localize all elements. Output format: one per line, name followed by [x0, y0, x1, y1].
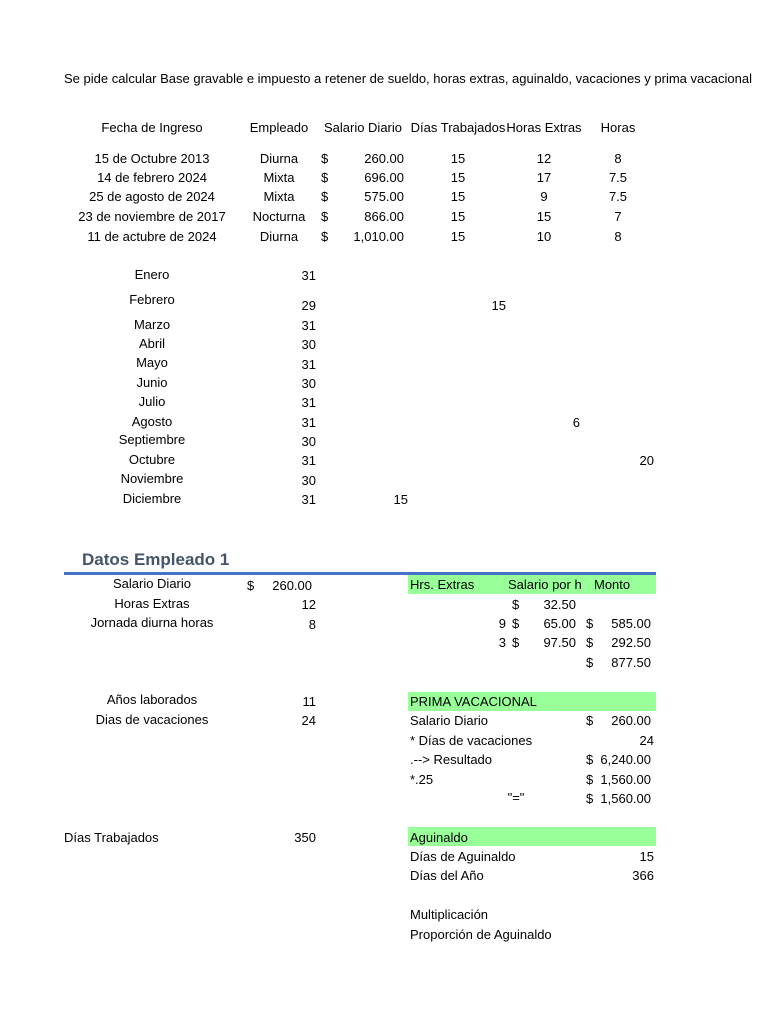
prima-value: 1,560.00 [600, 791, 651, 806]
aguinaldo-value: 366 [632, 868, 654, 883]
cell-currency: $ [321, 229, 329, 244]
cell-fecha: 14 de febrero 2024 [97, 170, 207, 185]
cell-fecha: 11 de actubre de 2024 [87, 229, 217, 244]
prima-title: PRIMA VACACIONAL [410, 694, 537, 709]
hrs-row-currency: $ [586, 635, 594, 650]
cell-extras: 15 [536, 209, 552, 224]
cell-empleado: Mixta [263, 189, 295, 204]
section-title-empleado: Datos Empleado 1 [82, 550, 230, 569]
prima-value: 24 [639, 733, 654, 748]
prima-label: .--> Resultado [410, 752, 493, 767]
prima-value: 1,560.00 [600, 772, 651, 787]
header-fecha: Fecha de Ingreso [101, 120, 203, 135]
cell-salario: 260.00 [364, 151, 404, 166]
month-name: Octubre [128, 452, 176, 467]
cell-empleado: Diurna [259, 151, 299, 166]
prima-value: 6,240.00 [600, 752, 651, 767]
cell-empleado: Diurna [259, 229, 299, 244]
month-name: Diciembre [122, 491, 182, 506]
emp-salario-value: 260.00 [272, 578, 312, 593]
hrs-extras-header: Hrs. Extras [410, 577, 475, 592]
cell-salario: 866.00 [364, 209, 404, 224]
cell-horas: 8 [614, 151, 622, 166]
header-dias: Días Trabajados [410, 120, 506, 135]
cell-fecha: 25 de agosto de 2024 [89, 189, 215, 204]
emp-salario-label: Salario Diario [112, 576, 192, 591]
aguinaldo-label: Proporción de Aguinaldo [410, 927, 552, 942]
cell-horas: 7.5 [608, 170, 628, 185]
month-name: Junio [136, 375, 168, 390]
prima-currency: $ [586, 713, 594, 728]
hrs-row-currency: $ [512, 635, 520, 650]
hrs-row-amount: 292.50 [611, 635, 651, 650]
aguinaldo-label: Días del Año [410, 868, 484, 883]
prima-currency: $ [586, 772, 594, 787]
month-name: Febrero [129, 292, 175, 307]
cell-horas: 7 [614, 209, 622, 224]
month-days: 30 [301, 473, 316, 488]
hrs-rate-currency: $ [512, 597, 520, 612]
month-days: 31 [301, 453, 316, 468]
hrs-row-amount: 585.00 [611, 616, 651, 631]
month-name: Noviembre [120, 471, 184, 486]
hrs-row-rate: 65.00 [543, 616, 576, 631]
instruction-text: Se pide calcular Base gravable e impuesto a retener de sueldo, horas extras, aguinaldo, vacaciones y prima vacacional [64, 71, 752, 86]
hrs-total-value: 877.50 [611, 655, 651, 670]
emp-anios-value: 11 [302, 694, 316, 709]
month-extra-octubre: 20 [639, 453, 654, 468]
cell-fecha: 15 de Octubre 2013 [94, 151, 210, 166]
month-days: 30 [301, 434, 316, 449]
cell-salario: 1,010.00 [353, 229, 404, 244]
cell-dias: 15 [450, 229, 466, 244]
cell-fecha: 23 de noviembre de 2017 [78, 209, 226, 224]
month-name: Abril [138, 336, 165, 351]
header-salario: Salario Diario [323, 120, 403, 135]
header-horas-extras: Horas Extras [506, 120, 582, 135]
cell-dias: 15 [450, 170, 466, 185]
month-days: 31 [301, 357, 316, 372]
cell-dias: 15 [450, 189, 466, 204]
cell-salario: 696.00 [364, 170, 404, 185]
emp-anios-label: Años laborados [106, 692, 198, 707]
emp-dias-trabajados-value: 350 [294, 830, 316, 845]
aguinaldo-label: Días de Aguinaldo [410, 849, 516, 864]
month-days: 31 [301, 415, 316, 430]
hrs-total-currency: $ [586, 655, 594, 670]
month-days: 31 [301, 268, 316, 283]
cell-currency: $ [321, 151, 329, 166]
cell-dias: 15 [450, 209, 466, 224]
month-name: Septiembre [118, 432, 186, 447]
cell-currency: $ [321, 209, 329, 224]
month-days: 31 [301, 492, 316, 507]
cell-horas: 7.5 [608, 189, 628, 204]
cell-extras: 12 [536, 151, 552, 166]
prima-label: * Días de vacaciones [410, 733, 533, 748]
cell-currency: $ [321, 170, 329, 185]
emp-vacaciones-label: Dias de vacaciones [95, 712, 209, 727]
cell-extras: 9 [540, 189, 548, 204]
hrs-rate-value: 32.50 [543, 597, 576, 612]
aguinaldo-value: 15 [639, 849, 654, 864]
emp-vacaciones-value: 24 [301, 713, 316, 728]
month-days: 30 [301, 376, 316, 391]
prima-currency: $ [586, 752, 594, 767]
month-days: 31 [301, 395, 316, 410]
prima-label: "=" [507, 790, 525, 805]
month-extra-diciembre: 15 [393, 492, 408, 507]
emp-jornada-label: Jornada diurna horas [90, 615, 214, 630]
prima-value: 260.00 [611, 713, 651, 728]
cell-dias: 15 [450, 151, 466, 166]
aguinaldo-title: Aguinaldo [410, 830, 468, 845]
cell-empleado: Mixta [263, 170, 295, 185]
cell-extras: 10 [536, 229, 552, 244]
hrs-salario-header: Salario por h [508, 577, 582, 592]
hrs-row-qty: 3 [498, 635, 506, 650]
month-name: Mayo [136, 355, 168, 370]
hrs-row-rate: 97.50 [543, 635, 576, 650]
month-days: 29 [301, 298, 316, 313]
emp-extras-label: Horas Extras [114, 596, 190, 611]
hrs-row-currency: $ [512, 616, 520, 631]
month-extra-agosto: 6 [572, 415, 580, 430]
cell-extras: 17 [536, 170, 552, 185]
hrs-row-qty: 9 [498, 616, 506, 631]
prima-label: Salario Diario [410, 713, 489, 728]
cell-salario: 575.00 [364, 189, 404, 204]
emp-salario-currency: $ [247, 578, 255, 593]
header-empleado: Empleado [249, 120, 309, 135]
month-name: Agosto [131, 414, 173, 429]
aguinaldo-label: Multiplicación [410, 907, 489, 922]
month-name: Enero [134, 267, 170, 282]
prima-currency: $ [586, 791, 594, 806]
month-name: Marzo [133, 317, 171, 332]
hrs-monto-header: Monto [594, 577, 631, 592]
header-horas: Horas [600, 120, 636, 135]
cell-currency: $ [321, 189, 329, 204]
emp-jornada-value: 8 [308, 617, 316, 632]
cell-horas: 8 [614, 229, 622, 244]
month-days: 31 [301, 318, 316, 333]
emp-extras-value: 12 [301, 597, 316, 612]
emp-dias-trabajados-label: Días Trabajados [64, 830, 159, 845]
hrs-row-currency: $ [586, 616, 594, 631]
month-extra-febrero: 15 [491, 298, 506, 313]
month-name: Julio [138, 394, 166, 409]
month-days: 30 [301, 337, 316, 352]
prima-label: *.25 [410, 772, 434, 787]
cell-empleado: Nocturna [252, 209, 306, 224]
